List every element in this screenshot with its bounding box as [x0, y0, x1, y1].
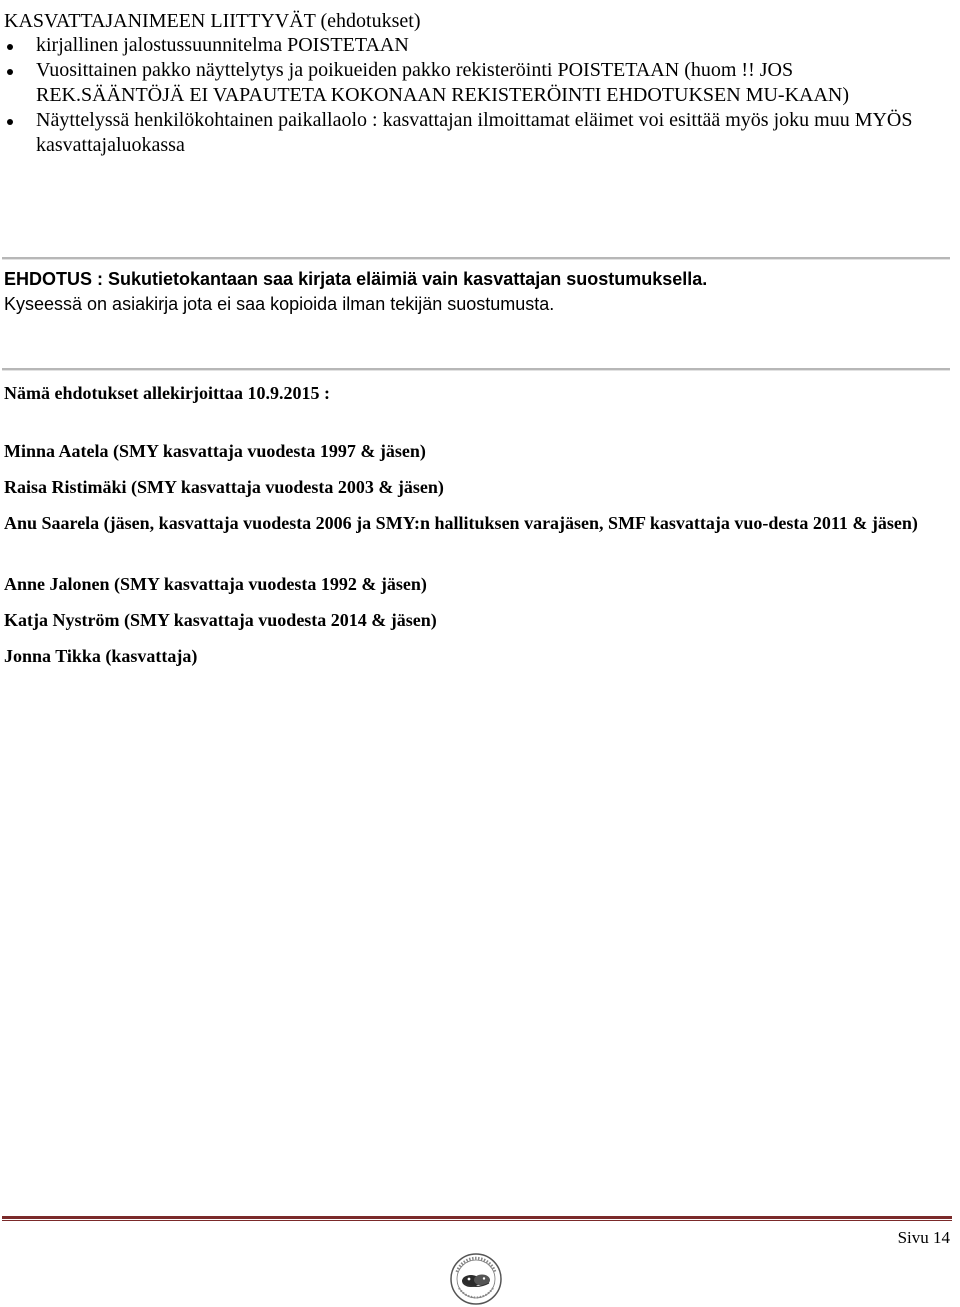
- section-divider: [2, 257, 950, 260]
- bullet-item: Vuosittainen pakko näyttelytys ja poikueiden pakko rekisteröinti POISTETAAN (huom !! JOS REK.SÄÄNTÖJÄ EI VAPAUTETA KOKONAAN REKISTERÖINTI EHDOTUKSEN MU-KAAN): [0, 58, 935, 108]
- bullet-item: kirjallinen jalostussuunnitelma POISTETAAN: [0, 33, 935, 58]
- signer-item: Minna Aatela (SMY kasvattaja vuodesta 1997 & jäsen): [4, 441, 426, 461]
- signer-item: Anu Saarela (jäsen, kasvattaja vuodesta 2006 ja SMY:n hallituksen varajäsen, SMF kasvattaja vuo-desta 2011 & jäsen): [4, 513, 918, 533]
- footer-rule: [2, 1216, 952, 1219]
- signer-item: Katja Nyström (SMY kasvattaja vuodesta 2014 & jäsen): [4, 610, 437, 630]
- signer-item: Anne Jalonen (SMY kasvattaja vuodesta 1992 & jäsen): [4, 574, 427, 594]
- signer-item: Jonna Tikka (kasvattaja): [4, 646, 198, 666]
- page-number: Sivu 14: [897, 1228, 950, 1247]
- proposal-text: EHDOTUS : Sukutietokantaan saa kirjata eläimiä vain kasvattajan suostumuksella.: [4, 269, 708, 289]
- association-logo-icon: [449, 1252, 503, 1306]
- section-heading: KASVATTAJANIMEEN LIITTYVÄT (ehdotukset): [4, 10, 421, 32]
- section-divider: [2, 368, 950, 371]
- signed-by-label: Nämä ehdotukset allekirjoittaa 10.9.2015 :: [4, 383, 330, 403]
- copyright-note: Kyseessä on asiakirja jota ei saa kopioida ilman tekijän suostumusta.: [4, 294, 555, 314]
- footer-rule-thin: [2, 1220, 952, 1221]
- proposal-bullet-list: [0, 33, 935, 158]
- bullet-item: Näyttelyssä henkilökohtainen paikallaolo : kasvattajan ilmoittamat eläimet voi esittää myös joku muu MYÖS kasvattajaluokassa: [0, 108, 935, 158]
- signer-item: Raisa Ristimäki (SMY kasvattaja vuodesta 2003 & jäsen): [4, 477, 444, 497]
